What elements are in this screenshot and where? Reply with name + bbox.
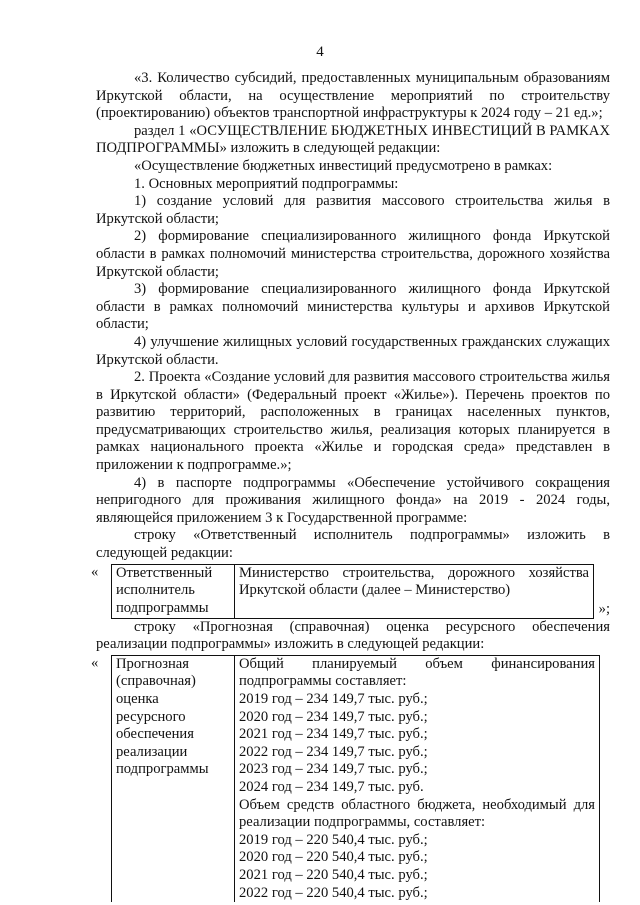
paragraph: «Осуществление бюджетных инвестиций предусмотрено в рамках: (134, 157, 553, 174)
paragraph: 4) улучшение жилищных условий государственных гражданских служащих Иркутской области. (96, 333, 610, 368)
table-label-cell: Ответственный исполнитель подпрограммы (112, 564, 235, 618)
open-quote: « (91, 654, 99, 671)
paragraph: строку «Ответственный исполнитель подпрограммы» изложить в следующей редакции: (96, 527, 610, 562)
paragraph: раздел 1 «ОСУЩЕСТВЛЕНИЕ БЮДЖЕТНЫХ ИНВЕСТИЦИЙ В РАМКАХ ПОДПРОГРАММЫ» изложить в следующей редакции: (96, 122, 610, 157)
funding-line: 2023 год – 234 149,7 тыс. руб.; (239, 761, 428, 778)
resource-estimate-table (91, 654, 610, 902)
table-label-cell: Прогнозная (справочная) оценка ресурсного обеспечения реализации подпрограммы (112, 655, 235, 902)
close-quote: »; (598, 601, 610, 618)
paragraph: 4) в паспорте подпрограммы «Обеспечение устойчивого сокращения непригодного для проживания жилищного фонда» на 2019 - 2024 годы, являющейся приложением 3 к Государственной программе: (96, 474, 610, 526)
document-body (91, 70, 610, 902)
funding-line: 2021 год – 220 540,4 тыс. руб.; (239, 866, 428, 883)
funding-line: 2019 год – 234 149,7 тыс. руб.; (239, 691, 428, 707)
funding-line: 2020 год – 234 149,7 тыс. руб.; (239, 708, 428, 725)
funding-line: Общий планируемый объем финансирования подпрограммы составляет: (239, 655, 595, 690)
funding-line: 2019 год – 220 540,4 тыс. руб.; (239, 831, 428, 848)
funding-line: 2021 год – 234 149,7 тыс. руб.; (239, 726, 428, 743)
paragraph: «3. Количество субсидий, предоставленных муниципальным образованиям Иркутской области, на осуществление мероприятий по строительству (проектированию) объектов транспортной инфраструктуры к 2024 году – 21 ед.»; (96, 70, 610, 122)
funding-line: Объем средств областного бюджета, необходимый для реализации подпрограммы, составляет: (239, 796, 595, 831)
funding-line: 2022 год – 220 540,4 тыс. руб.; (239, 884, 428, 901)
paragraph: 2) формирование специализированного жилищного фонда Иркутской области в рамках полномочий министерства строительства, дорожного хозяйства Иркутской области; (96, 228, 610, 280)
paragraph: строку «Прогнозная (справочная) оценка ресурсного обеспечения реализации подпрограммы» изложить в следующей редакции: (96, 618, 610, 653)
responsible-executor-table (91, 563, 610, 619)
paragraph: 1. Основных мероприятий подпрограммы: (134, 175, 399, 192)
paragraph: 3) формирование специализированного жилищного фонда Иркутской области в рамках полномочий министерства культуры и архивов Иркутской области; (96, 281, 610, 333)
table-value-cell: Министерство строительства, дорожного хозяйства Иркутской области (далее – Министерство) (235, 564, 594, 618)
paragraph: 2. Проекта «Создание условий для развития массового строительства жилья в Иркутской области» (Федеральный проект «Жилье»). Перечень проектов по развитию территорий, расположенных в границах населенных пунктов, предусматривающих строительство жилья, реализация которых планируется в рамках национального проекта «Жилье и городская среда» представлен в приложении к подпрограмме.»; (96, 369, 610, 474)
table-value-cell (235, 655, 600, 902)
funding-line: 2020 год – 220 540,4 тыс. руб.; (239, 849, 428, 866)
page-number: 4 (316, 44, 324, 60)
funding-line: 2024 год – 234 149,7 тыс. руб. (239, 778, 424, 795)
paragraph: 1) создание условий для развития массового строительства жилья в Иркутской области; (96, 193, 610, 227)
funding-line: 2022 год – 234 149,7 тыс. руб.; (239, 743, 428, 760)
open-quote: « (91, 563, 99, 580)
